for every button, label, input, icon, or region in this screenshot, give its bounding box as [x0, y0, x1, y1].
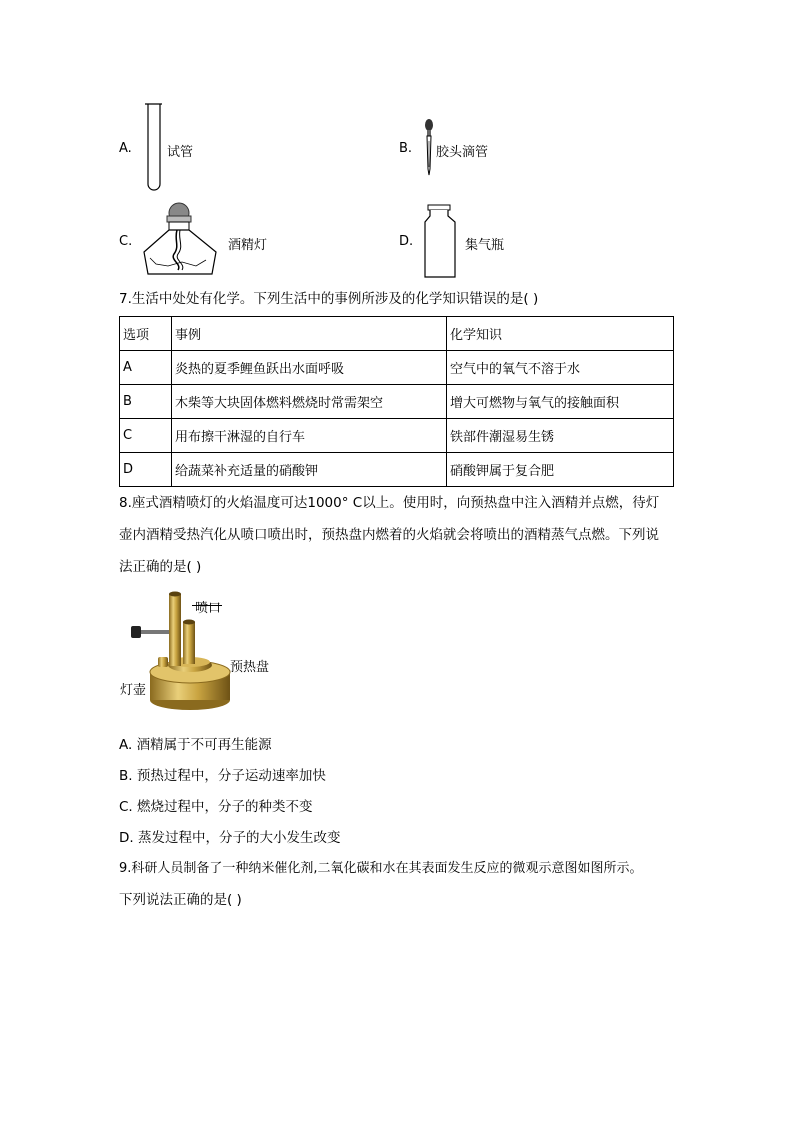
q7-stem: 7.生活中处处有化学。下列生活中的事例所涉及的化学知识错误的是( ) [119, 291, 539, 307]
table-header-row [120, 317, 674, 351]
table-cell: 给蔬菜补充适量的硝酸钾 [172, 453, 447, 487]
option-letter-c: C. [119, 234, 133, 249]
alcohol-lamp-image [136, 200, 226, 280]
table-cell: A [120, 351, 172, 385]
table-cell: 空气中的氧气不溶于水 [447, 351, 674, 385]
option-letter-d: D. [399, 234, 414, 249]
test-tube-image [140, 100, 170, 196]
q8-option-d: D. 蒸发过程中，分子的大小发生改变 [119, 830, 341, 846]
label-nozzle: 喷口 [195, 601, 222, 616]
q7-table [119, 316, 674, 487]
option-label-dropper: 胶头滴管 [436, 145, 489, 160]
table-cell: D [120, 453, 172, 487]
option-letter-b: B. [399, 141, 413, 156]
q9-stem-line-2: 下列说法正确的是( ) [119, 892, 242, 908]
table-cell: 炎热的夏季鲤鱼跃出水面呼吸 [172, 351, 447, 385]
option-letter-a: A. [119, 141, 132, 156]
q8-option-a: A. 酒精属于不可再生能源 [119, 737, 272, 753]
option-label-gas-bottle: 集气瓶 [465, 238, 505, 253]
table-cell: 用布擦干淋湿的自行车 [172, 419, 447, 453]
table-cell: 硝酸钾属于复合肥 [447, 453, 674, 487]
q9-stem-line-1: 9.科研人员制备了一种纳米催化剂,二氧化碳和水在其表面发生反应的微观示意图如图所示。 [119, 861, 643, 876]
table-row [120, 351, 674, 385]
header-cell: 选项 [120, 317, 172, 351]
table-row [120, 453, 674, 487]
table-cell: 增大可燃物与氧气的接触面积 [447, 385, 674, 419]
label-preheat-dish: 预热盘 [230, 660, 270, 675]
q8-option-b: B. 预热过程中，分子运动速率加快 [119, 768, 326, 784]
label-lamp-pot: 灯壶 [120, 683, 147, 698]
gas-collecting-bottle-image [420, 202, 460, 280]
table-row [120, 419, 674, 453]
header-cell: 事例 [172, 317, 447, 351]
q8-option-c: C. 燃烧过程中，分子的种类不变 [119, 799, 313, 815]
table-row [120, 385, 674, 419]
header-cell: 化学知识 [447, 317, 674, 351]
option-label-test-tube: 试管 [167, 145, 194, 160]
table-cell: C [120, 419, 172, 453]
q8-stem-line-2: 壶内酒精受热汽化从喷口喷出时，预热盘内燃着的火焰就会将喷出的酒精蒸气点燃。下列说 [119, 527, 659, 543]
table-cell: B [120, 385, 172, 419]
q8-stem-line-3: 法正确的是( ) [119, 559, 202, 575]
option-label-alcohol-lamp: 酒精灯 [228, 238, 268, 253]
table-cell: 铁部件潮湿易生锈 [447, 419, 674, 453]
table-cell: 木柴等大块固体燃料燃烧时常需架空 [172, 385, 447, 419]
q8-stem-line-1: 8.座式酒精喷灯的火焰温度可达1000° C以上。使用时，向预热盘中注入酒精并点燃，待灯 [119, 495, 660, 511]
